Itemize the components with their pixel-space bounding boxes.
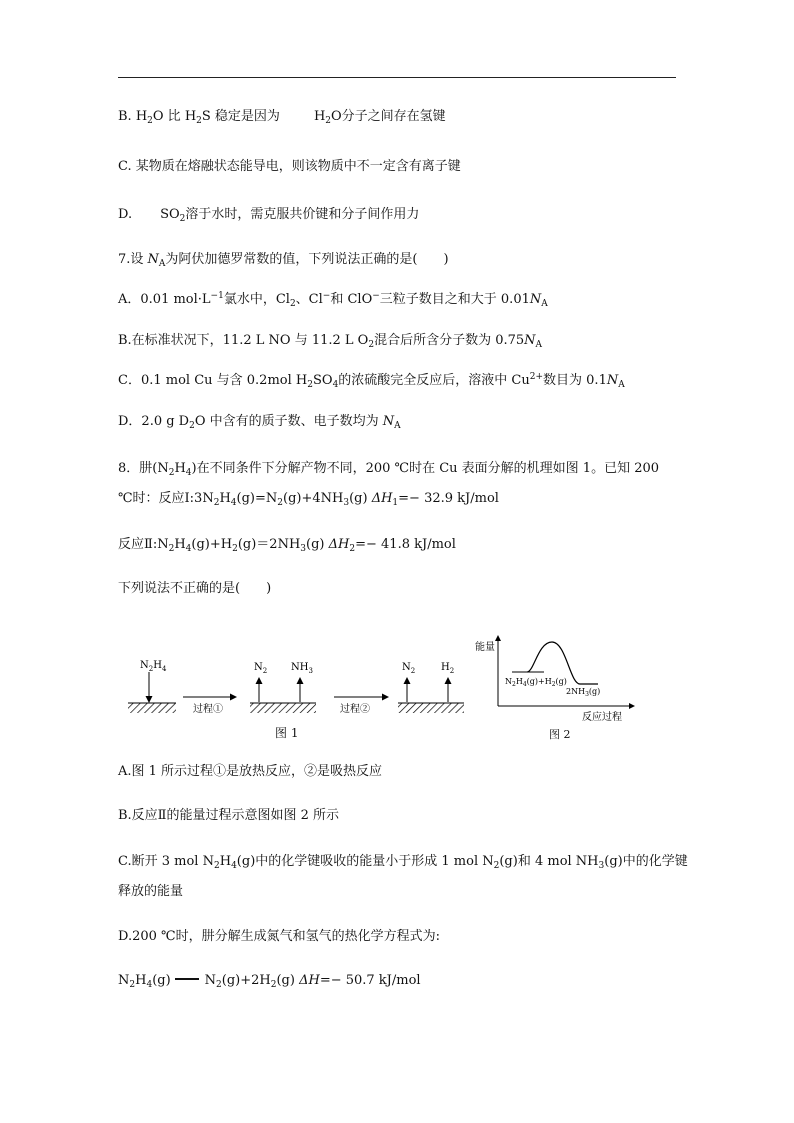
cu-surface-1 <box>128 703 176 713</box>
cu-surface-3 <box>398 703 464 713</box>
figure-2 <box>472 628 642 728</box>
process-1-label: 过程① <box>193 704 223 715</box>
q8-option-d-equation: $N_2H_4(g)$ $N_2(g)+2H_2(g)$ ΔH=− 50.7 kJ/mol <box>118 973 421 990</box>
reactants-label: $N_2H_4(g)+H_2(g)$ <box>505 677 567 688</box>
label-h2: $H_2$ <box>441 662 455 675</box>
question-8-line-2: ℃时：反应$Ⅰ:3N_2H_4(g)=N_2(g)+4NH_3(g)$ $\Delta H_1=- 32.9$ kJ/mol <box>118 491 499 508</box>
question-8-line-1: 8．肼$(N_2H_4)$在不同条件下分解产物不同，200 ℃时在 Cu 表面分解的机理如图 1。已知 200 <box>118 461 660 478</box>
q7-option-a: A．0.01 $mol\cdot L^{-1}$氯水中，$Cl_2$、Cl−和 ClO−三粒子数目之和大于 $0.01N_A$ <box>118 291 548 309</box>
q8-option-b: B.反应Ⅱ的能量过程示意图如图 2 所示 <box>118 808 340 823</box>
question-7-stem: 7.设 $N_A$为阿伏加德罗常数的值，下列说法正确的是( ) <box>118 252 449 269</box>
equation-arrow <box>175 978 199 980</box>
q7-option-b: B.在标准状况下，11.2 L NO 与 11.2 L $O_2$混合后所含分子数为 $0.75N_A$ <box>118 333 543 350</box>
process-2-label: 过程② <box>340 704 370 715</box>
q8-option-a: A.图 1 所示过程①是放热反应，②是吸热反应 <box>118 764 383 779</box>
q7-option-d: D．2.0 g $D_2O$ 中含有的质子数、电子数均为 $N_A$ <box>118 414 401 431</box>
figure-2-label: 图 2 <box>549 728 571 741</box>
option-c-prev: C. 某物质在熔融状态能导电，则该物质中不一定含有离子键 <box>118 159 461 174</box>
y-axis-label: 能量 <box>475 642 495 653</box>
label-n2h4: $N_2H_4$ <box>140 660 167 673</box>
products-label: $2NH_3(g)$ <box>566 687 601 698</box>
option-b-prev: B. $H_2O$ 比 $H_2S$ 稳定是因为 $H_2O$分子之间存在氢键 <box>118 109 446 126</box>
question-8-line-3: 反应$Ⅱ:N_2H_4(g)+H_2(g)=2NH_3(g)$ $\Delta H_2=- 41.8$ kJ/mol <box>118 537 456 554</box>
q8-option-d-line-1: D.200 ℃时，肼分解生成氮气和氢气的热化学方程式为: <box>118 929 440 944</box>
figure-1-label: 图 1 <box>275 726 299 740</box>
header-rule <box>118 77 676 78</box>
cu-surface-2 <box>250 703 316 713</box>
question-8-prompt: 下列说法不正确的是( ) <box>118 581 272 596</box>
figure-1 <box>118 640 478 725</box>
label-n2-2: $N_2$ <box>402 662 416 675</box>
x-axis-label: 反应过程 <box>582 712 622 723</box>
q7-option-c: C．0.1 mol Cu 与含 0.2mol $H_2SO_4$的浓硫酸完全反应后，溶液中 $Cu^{2+}$数目为 $0.1N_A$ <box>118 372 625 390</box>
q8-option-c-line-2: 释放的能量 <box>118 884 184 899</box>
label-n2-1: $N_2$ <box>254 662 268 675</box>
q8-option-c-line-1: C.断开 3 mol $N_2H_4(g)$中的化学键吸收的能量小于形成 1 mol $N_2(g)$和 4 mol $NH_3(g)$中的化学键 <box>118 854 688 871</box>
option-d-prev: D. $SO_2$溶于水时，需克服共价键和分子间作用力 <box>118 207 420 224</box>
label-nh3: $NH_3$ <box>291 662 313 675</box>
